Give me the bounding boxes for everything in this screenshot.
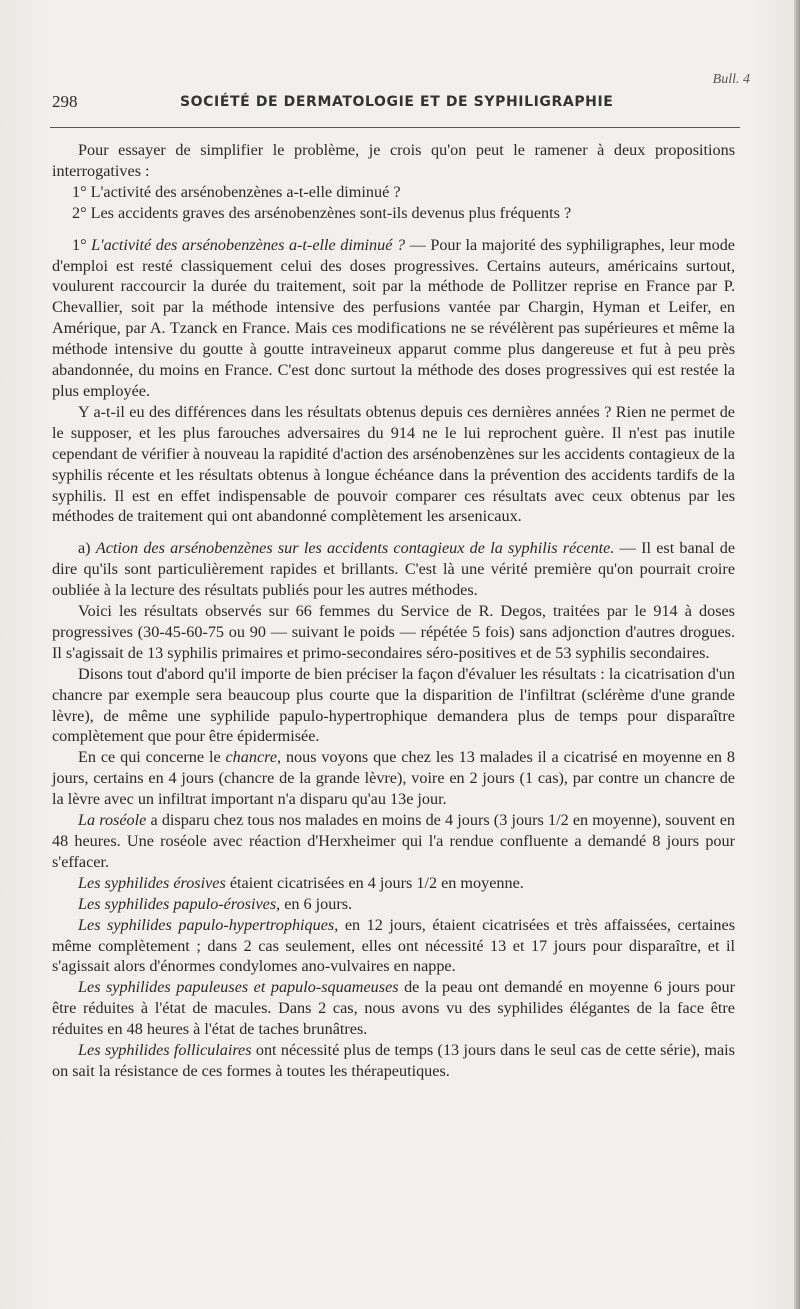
paragraph xyxy=(52,538,735,601)
paragraph xyxy=(52,894,735,915)
italic-phrase: Les syphilides érosives xyxy=(78,873,226,892)
text-run: Pour essayer de simplifier le problème, je crois qu'on peut le ramener à deux propositions interrogatives : xyxy=(52,141,735,180)
text-run: , en 12 jours, étaient cicatrisées et très affaissées, certaines même complètement ; dans 2 cas seulement, elles ont nécessité 13 et 17 jours pour disparaître, et il s'agissait alors d'énormes condylomes ano-vulvaires en nappe. xyxy=(52,915,735,976)
text-run: Disons tout d'abord qu'il importe de bien préciser la façon d'évaluer les résultats : la cicatrisation d'un chancre par exemple sera beaucoup plus courte que la disparition de l'infiltrat (sclérème d'une grande lèvre), de même une syphilide papulo-hypertrophique demandera plus de temps pour disparaître complètement que pour être épidermisée. xyxy=(52,664,735,746)
italic-phrase: chancre xyxy=(225,748,278,767)
text-run: étaient cicatrisées en 4 jours 1/2 en moyenne. xyxy=(225,873,524,892)
text-run: 1° xyxy=(72,235,92,254)
paragraph xyxy=(52,915,735,978)
page-header xyxy=(52,92,740,116)
italic-phrase: Les syphilides folliculaires xyxy=(78,1041,252,1060)
article-body xyxy=(52,140,735,1082)
running-title: SOCIÉTÉ DE DERMATOLOGIE ET DE SYPHILIGRAPHIE xyxy=(180,94,614,110)
paragraph xyxy=(52,235,735,402)
text-run: , en 6 jours. xyxy=(276,894,353,913)
text-run: ont nécessité plus de temps (13 jours dans le seul cas de cette série), mais on sait la résistance de ces formes à toutes les thérapeutiques. xyxy=(52,1041,735,1080)
text-run: 1° L'activité des arsénobenzènes a-t-elle diminué ? xyxy=(72,182,401,201)
header-rule xyxy=(50,127,740,128)
text-run: En ce qui concerne le xyxy=(78,748,226,767)
paragraph xyxy=(52,664,735,748)
page-number: 298 xyxy=(52,92,78,111)
text-run: , nous voyons que chez les 13 malades il a cicatrisé en moyenne en 8 jours, certains en 4 jours (chancre de la grande lèvre), voire en 2 jours (1 cas), par contre un chancre de la lèvre avec un infiltrat important n'a disparu qu'au 13e jour. xyxy=(52,748,735,809)
paragraph xyxy=(52,182,735,203)
italic-phrase: Les syphilides papuleuses et papulo-squameuses xyxy=(78,978,399,997)
italic-phrase: La roséole xyxy=(78,811,147,830)
text-run: a) xyxy=(78,539,96,558)
paragraph xyxy=(52,977,735,1040)
text-run: de la peau ont demandé en moyenne 6 jours pour être réduites à l'état de macules. Dans 2 cas, nous avons vu des syphilides élégantes de la face être réduites en 48 heures à l'état de taches brunâtres. xyxy=(52,978,735,1039)
paragraph xyxy=(52,873,735,894)
italic-phrase: Les syphilides papulo-hypertrophiques xyxy=(78,915,335,934)
paragraph xyxy=(52,810,735,873)
text-run: — Il est banal de dire qu'ils sont particulièrement rapides et brillants. C'est là une vérité première qu'on pourrait croire oubliée à la lecture des résultats publiés pour les autres méthodes. xyxy=(52,539,736,600)
italic-phrase: Action des arsénobenzènes sur les accidents contagieux de la syphilis récente. xyxy=(95,539,615,558)
italic-phrase: Les syphilides papulo-érosives xyxy=(78,894,277,913)
paragraph xyxy=(52,601,735,664)
paragraph xyxy=(52,402,735,527)
italic-phrase: L'activité des arsénobenzènes a-t-elle diminué ? xyxy=(91,235,406,254)
text-run: Y a-t-il eu des différences dans les résultats obtenus depuis ces dernières années ? Rien ne permet de le supposer, et les plus farouches adversaires du 914 ne le lui reprochent guère. Il n'est pas inutile cependant de vérifier à nouveau la rapidité d'action des arsénobenzènes sur les accidents contagieux de la syphilis récente et les résultats obtenus à longue échéance dans la prévention des accidents tardifs de la syphilis. Il est en effet indispensable de pouvoir comparer ces résultats avec ceux obtenus par les méthodes de traitement qui ont abandonné complètement les arsenicaux. xyxy=(52,402,735,526)
text-run: 2° Les accidents graves des arsénobenzènes sont-ils devenus plus fréquents ? xyxy=(72,203,572,222)
handwritten-bull-note: Bull. 4 xyxy=(712,72,750,87)
text-run: a disparu chez tous nos malades en moins de 4 jours (3 jours 1/2 en moyenne), souvent en 48 heures. Une roséole avec réaction d'Herxheimer qui l'a rendue confluente a demandé 8 jours pour s'effacer. xyxy=(52,811,735,871)
text-run: Voici les résultats observés sur 66 femmes du Service de R. Degos, traitées par le 914 à doses progressives (30-45-60-75 ou 90 — suivant le poids — répétée 5 fois) sans adjonction d'autres drogues. Il s'agissait de 13 syphilis primaires et primo-secondaires séro-positives et de 53 syphilis secondaires. xyxy=(52,602,735,662)
paragraph xyxy=(52,140,735,182)
paragraph xyxy=(52,1040,735,1082)
paragraph xyxy=(52,747,735,810)
text-run: — Pour la majorité des syphiligraphes, leur mode d'emploi est resté classiquement celui des doses progressives. Certains auteurs, américains surtout, voulurent raccourcir la durée du traitement, soit par la méthode de Pollitzer reprise en France par P. Chevallier, soit par la méthode intensive des perfusions vantée par Chargin, Hyman et Leifer, en Amérique, par A. Tzanck en France. Mais ces modifications ne se révélèrent pas supérieures et même la méthode intensive du goutte à goutte intraveineux apparut comme plus dangereuse et fut à peu près abandonnée, du moins en France. C'est donc surtout la méthode des doses progressives qui est restée la plus employée. xyxy=(52,235,735,400)
page-edge-shadow xyxy=(794,0,800,1309)
paragraph xyxy=(52,203,735,224)
